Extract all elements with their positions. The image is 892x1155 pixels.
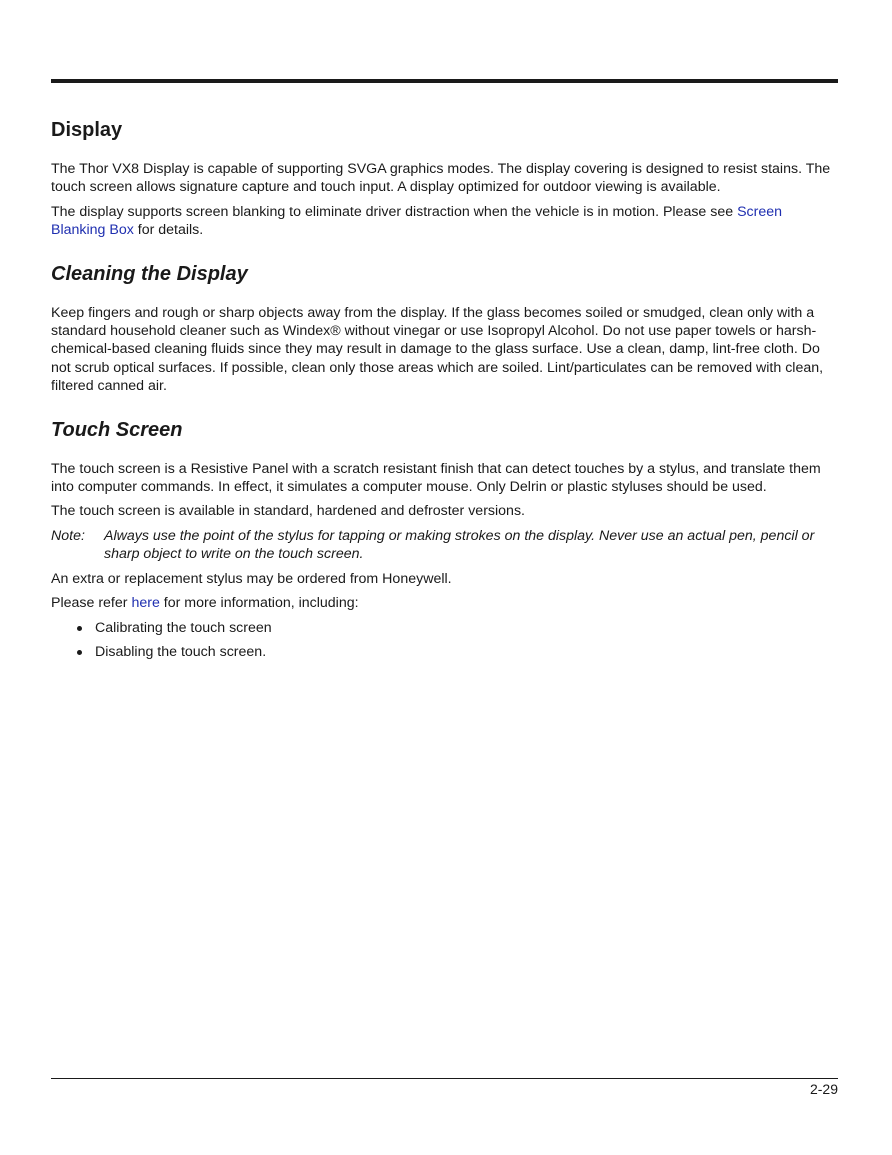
display-paragraph-1: The Thor VX8 Display is capable of supporting SVGA graphics modes. The display covering is designed to resist stains. The touch screen allows signature capture and touch input. A display optimized for outdoor viewing is available.: [51, 161, 831, 196]
screen-blanking-box-link[interactable]: Screen Blanking Box: [51, 203, 783, 239]
display-paragraph-2-tail: for details.: [133, 222, 204, 239]
touch-options-list: [51, 619, 838, 662]
here-link[interactable]: here: [131, 595, 160, 612]
list-item: [77, 619, 838, 637]
touch-paragraph-3: An extra or replacement stylus may be ordered from Honeywell.: [51, 570, 452, 587]
touch-paragraph-1: The touch screen is a Resistive Panel with a scratch resistant finish that can detect touches by a stylus, and translate them into computer commands. In effect, it simulates a computer mouse. Only Delrin or plastic styluses should be used.: [51, 460, 821, 496]
list-item-label: Disabling the touch screen.: [95, 643, 267, 660]
touch-paragraph-4-text: Please refer: [51, 595, 132, 612]
display-paragraph-2: [51, 203, 838, 240]
page-number: 2-29: [809, 1081, 838, 1097]
note-label: Note:: [51, 527, 85, 544]
stylus-note: [51, 527, 838, 564]
display-heading: Display: [51, 119, 123, 141]
list-item-label: Calibrating the touch screen: [95, 619, 272, 636]
footer-rule: [51, 1078, 838, 1079]
touch-paragraph-2: The touch screen is available in standard, hardened and defroster versions.: [51, 503, 525, 520]
cleaning-heading: Cleaning the Display: [51, 262, 248, 285]
bullet-icon: [77, 626, 82, 631]
note-text: Always use the point of the stylus for tapping or making strokes on the display. Never use an actual pen, pencil or sharp object to write on the touch screen.: [104, 527, 815, 563]
touch-screen-heading: Touch Screen: [51, 418, 183, 441]
header-rule: [51, 79, 838, 83]
touch-paragraph-4: [51, 594, 838, 612]
cleaning-paragraph: Keep fingers and rough or sharp objects away from the display. If the glass becomes soiled or smudged, clean only with a standard household cleaner such as Windex® without vinegar or use Isopropyl Alcohol. Do not use paper towels or harsh-chemical-based cleaning fluids since they may result in damage to the glass surface. Use a clean, damp, lint-free cloth. Do not scrub optical surfaces. If possible, clean only those areas which are soiled. Lint/particulates can be removed with clean, filtered canned air.: [51, 304, 824, 395]
list-item: [77, 643, 838, 661]
page-content: [51, 117, 838, 667]
touch-paragraph-4-tail: for more information, including:: [159, 595, 359, 612]
bullet-icon: [77, 650, 82, 655]
display-paragraph-2-text: The display supports screen blanking to eliminate driver distraction when the vehicle is in motion. Please see: [51, 203, 738, 220]
